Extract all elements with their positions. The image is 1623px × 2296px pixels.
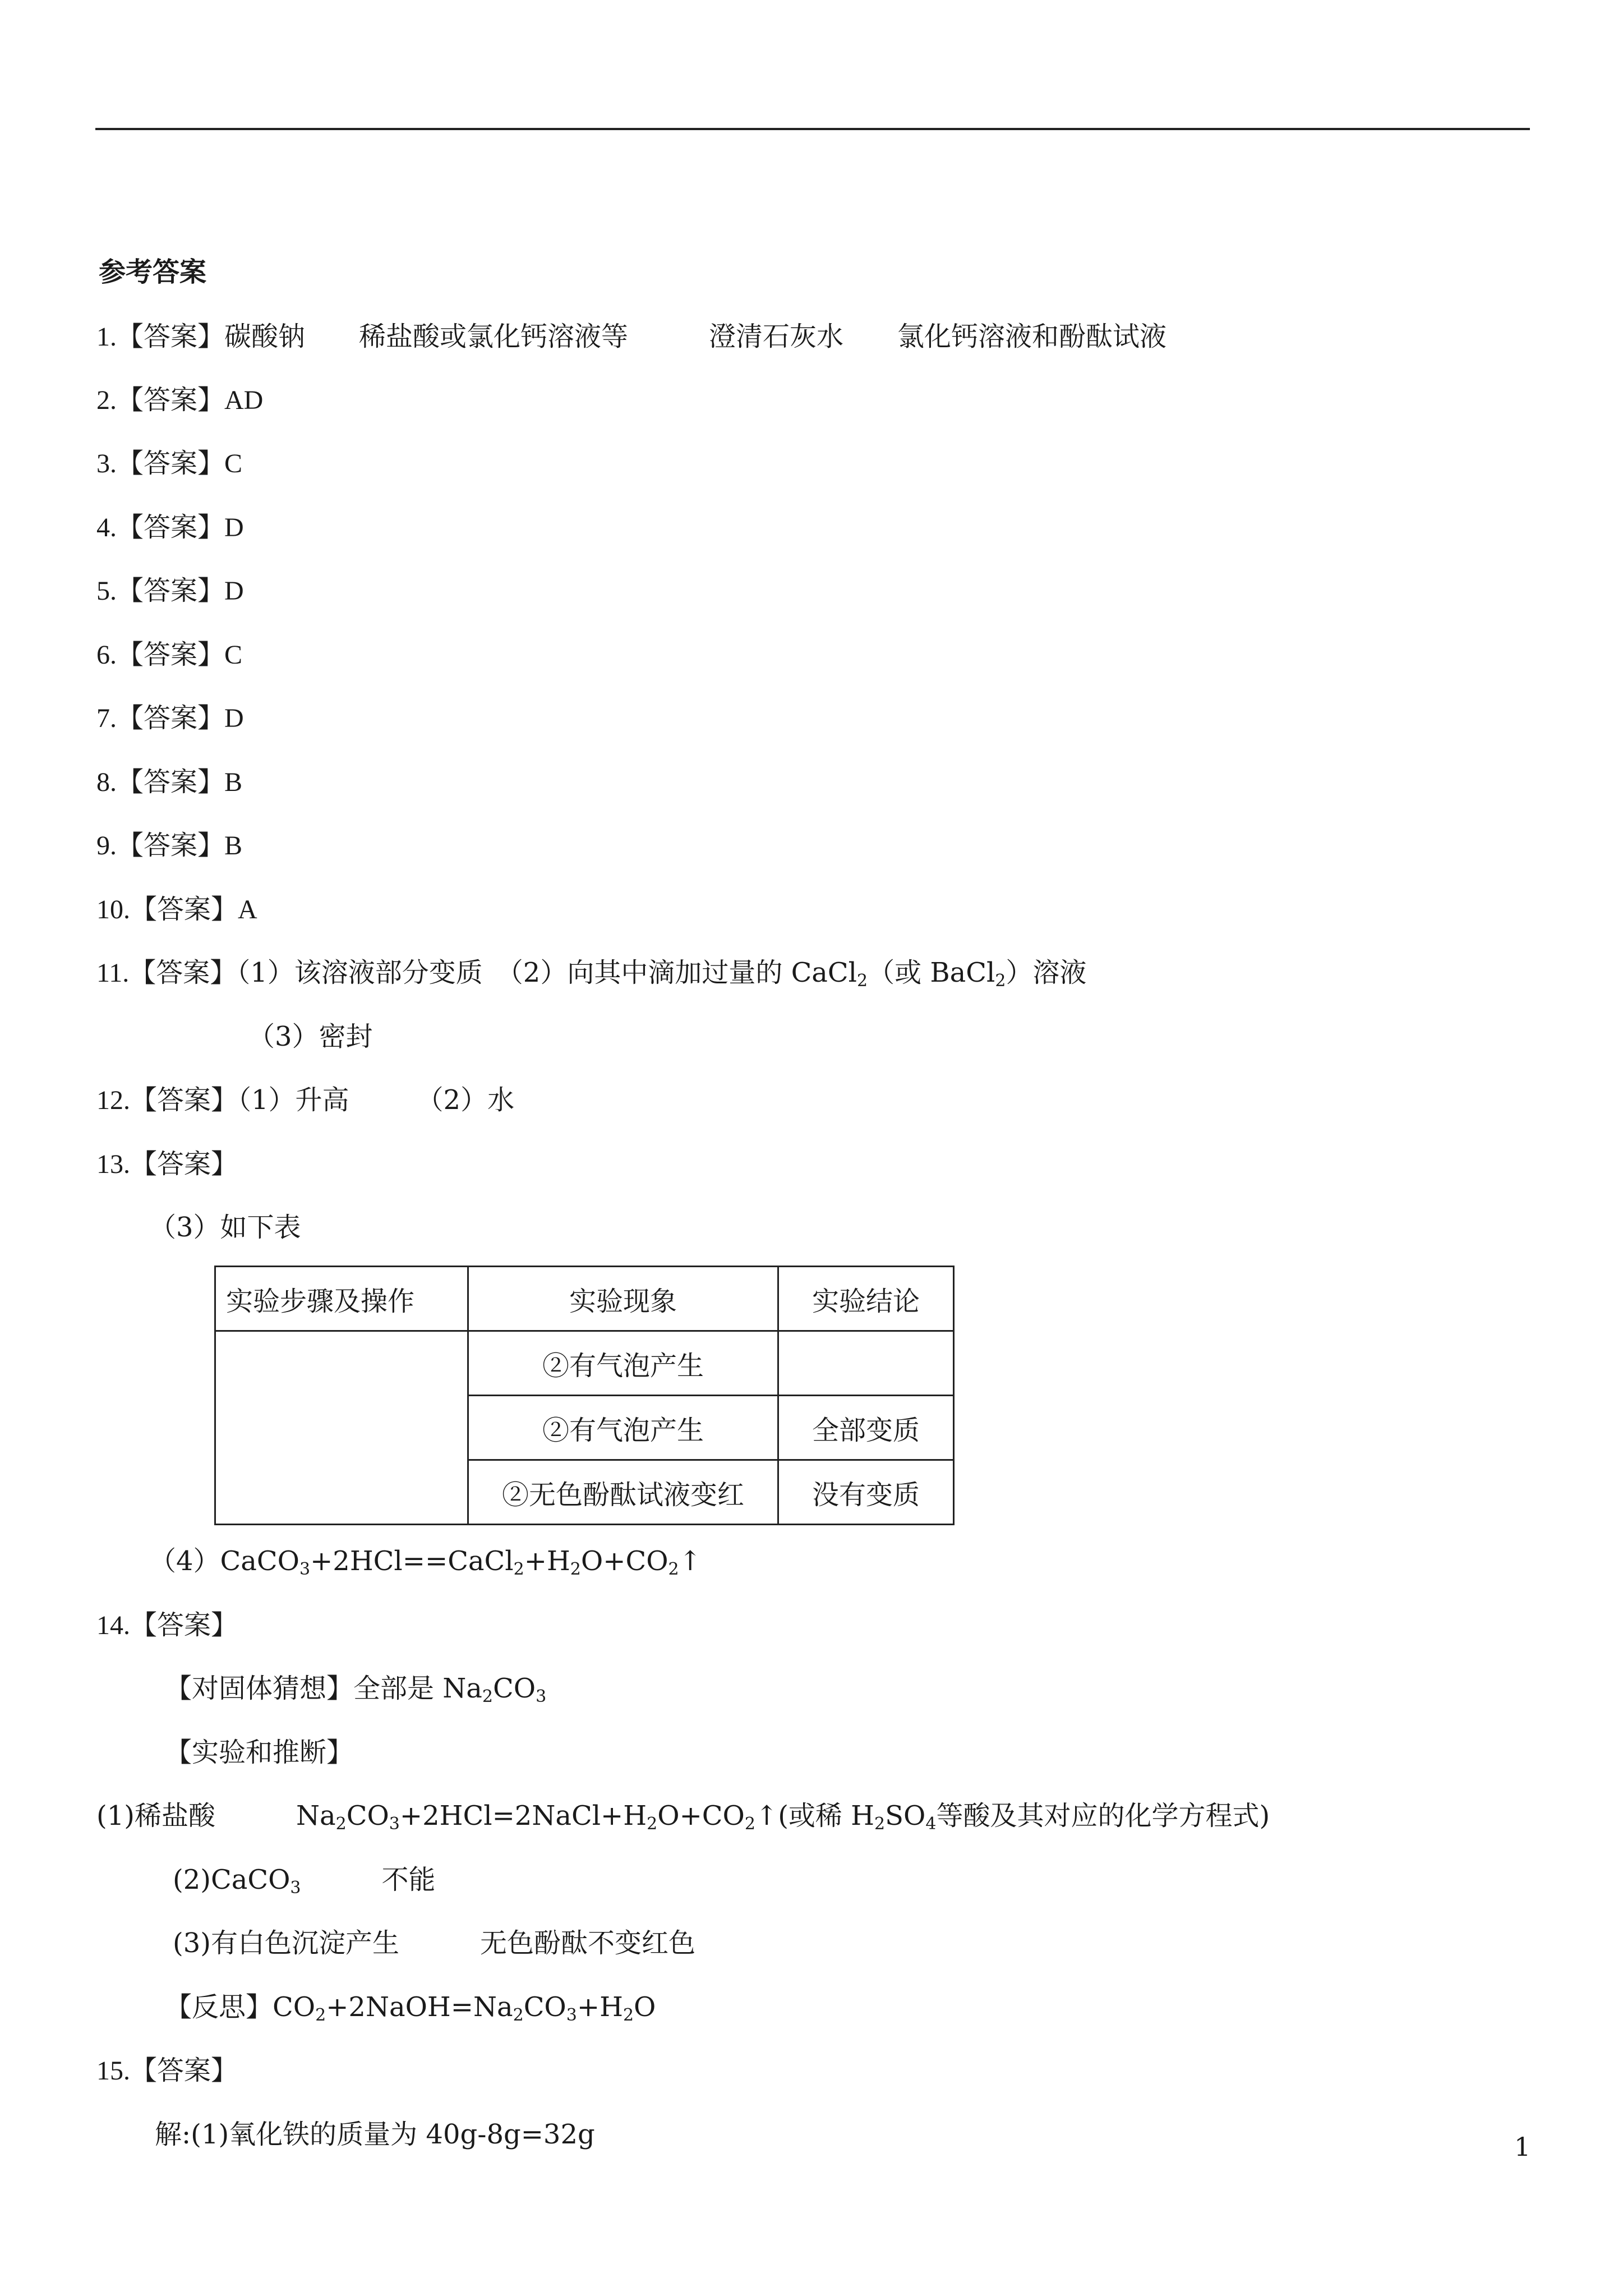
answer-11-part3: （3）密封 bbox=[248, 1021, 373, 1052]
experiment-table bbox=[214, 1266, 955, 1525]
answer-7: 7.【答案】D bbox=[96, 702, 244, 734]
answer-14-line1: (1)稀盐酸 $Na_2CO_3+2HCl=2NaCl+H_2O+CO_2↑$(或稀 $H_2SO_4$等酸及其对应的化学方程式) bbox=[96, 1800, 1270, 1834]
answer-8: 8.【答案】B bbox=[96, 766, 243, 798]
table-cell bbox=[778, 1331, 954, 1396]
answer-13: 13.【答案】 bbox=[96, 1148, 238, 1180]
table-header-cell: 实验结论 bbox=[778, 1267, 954, 1331]
table-cell: ②有气泡产生 bbox=[468, 1331, 778, 1396]
answer-11: 11.【答案】（1）该溶液部分变质 （2）向其中滴加过量的 CaCl$_2$（或 BaCl$_2$）溶液 bbox=[96, 957, 1087, 991]
table-cell: ②有气泡产生 bbox=[468, 1396, 778, 1460]
header-rule bbox=[95, 128, 1530, 130]
answer-14-guess: 【对固体猜想】全部是 $Na_2CO_3$ bbox=[165, 1673, 547, 1706]
answer-14-exp-title: 【实验和推断】 bbox=[165, 1737, 354, 1768]
table-header-row bbox=[215, 1267, 954, 1331]
page-number: 1 bbox=[1514, 2132, 1531, 2162]
table-cell: ②无色酚酞试液变红 bbox=[468, 1460, 778, 1525]
table-row bbox=[215, 1331, 954, 1396]
section-title: 参考答案 bbox=[99, 256, 207, 288]
table-header-cell: 实验步骤及操作 bbox=[215, 1267, 468, 1331]
table-header-cell: 实验现象 bbox=[468, 1267, 778, 1331]
answer-5: 5.【答案】D bbox=[96, 575, 244, 606]
table-cell-steps bbox=[215, 1331, 468, 1525]
table-cell: 全部变质 bbox=[778, 1396, 954, 1460]
answer-14: 14.【答案】 bbox=[96, 1609, 238, 1641]
table-cell: 没有变质 bbox=[778, 1460, 954, 1525]
answer-6: 6.【答案】C bbox=[96, 639, 243, 670]
answer-10: 10.【答案】A bbox=[96, 894, 257, 925]
answer-3: 3.【答案】C bbox=[96, 448, 243, 479]
answer-4: 4.【答案】D bbox=[96, 512, 244, 543]
answer-14-reflection: 【反思】$CO_2+2NaOH=Na_2CO_3+H_2O$ bbox=[165, 1991, 656, 2025]
answer-2: 2.【答案】AD bbox=[96, 384, 264, 416]
answer-14-line2: (2)CaCO$_3$ 不能 bbox=[173, 1864, 436, 1898]
answer-13-part4: $(4)CaCO_3+2HCl==CaCl_2+H_2O+CO_2↑$ bbox=[149, 1545, 702, 1579]
answer-1: 1.【答案】碳酸钠 稀盐酸或氯化钙溶液等 澄清石灰水 氯化钙溶液和酚酞试液 bbox=[96, 321, 1167, 352]
answer-12: 12.【答案】（1）升高 （2）水 bbox=[96, 1084, 515, 1116]
answer-15: 15.【答案】 bbox=[96, 2055, 238, 2086]
answer-14-line3: (3)有白色沉淀产生 无色酚酞不变红色 bbox=[173, 1927, 695, 1959]
answer-9: 9.【答案】B bbox=[96, 830, 243, 861]
answer-15-line: 解:(1)氧化铁的质量为 40g-8g=32g bbox=[155, 2119, 595, 2150]
answer-13-part3: （3）如下表 bbox=[149, 1212, 301, 1243]
